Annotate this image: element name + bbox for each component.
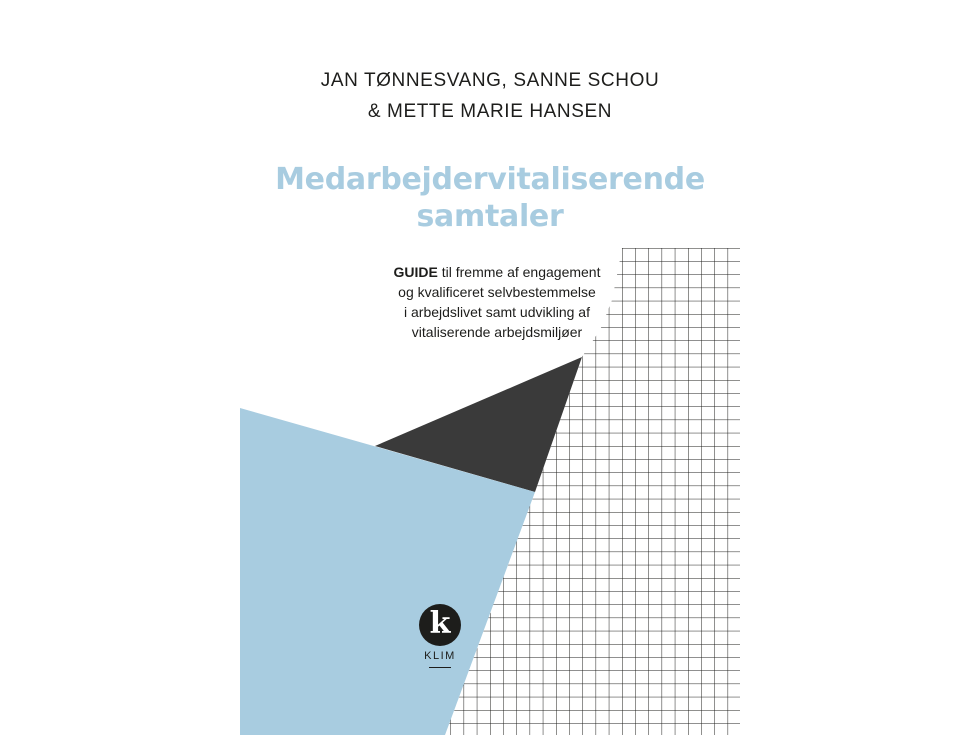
book-cover xyxy=(240,0,740,735)
subtitle-line-1 xyxy=(352,262,642,282)
book-title-line-2: samtaler xyxy=(416,199,564,234)
publisher-name: KLIM xyxy=(424,650,456,662)
subtitle-line-3: i arbejdslivet samt udvikling af xyxy=(404,304,590,320)
subtitle-line-2: og kvalificeret selvbestemmelse xyxy=(398,284,596,300)
subtitle-guide-word: GUIDE xyxy=(393,264,438,280)
subtitle-line-4: vitaliserende arbejdsmiljøer xyxy=(411,324,583,340)
book-subtitle xyxy=(352,262,642,342)
publisher-logo: k xyxy=(419,604,461,646)
book-title-line-1: Medarbejdervitaliserende xyxy=(275,162,705,197)
author-line-2: & METTE MARIE HANSEN xyxy=(367,101,613,122)
publisher-rule xyxy=(429,667,451,668)
author-line-1: JAN TØNNESVANG, SANNE SCHOU xyxy=(320,70,660,91)
subtitle-line-1-rest: til fremme af engagement xyxy=(437,264,601,280)
